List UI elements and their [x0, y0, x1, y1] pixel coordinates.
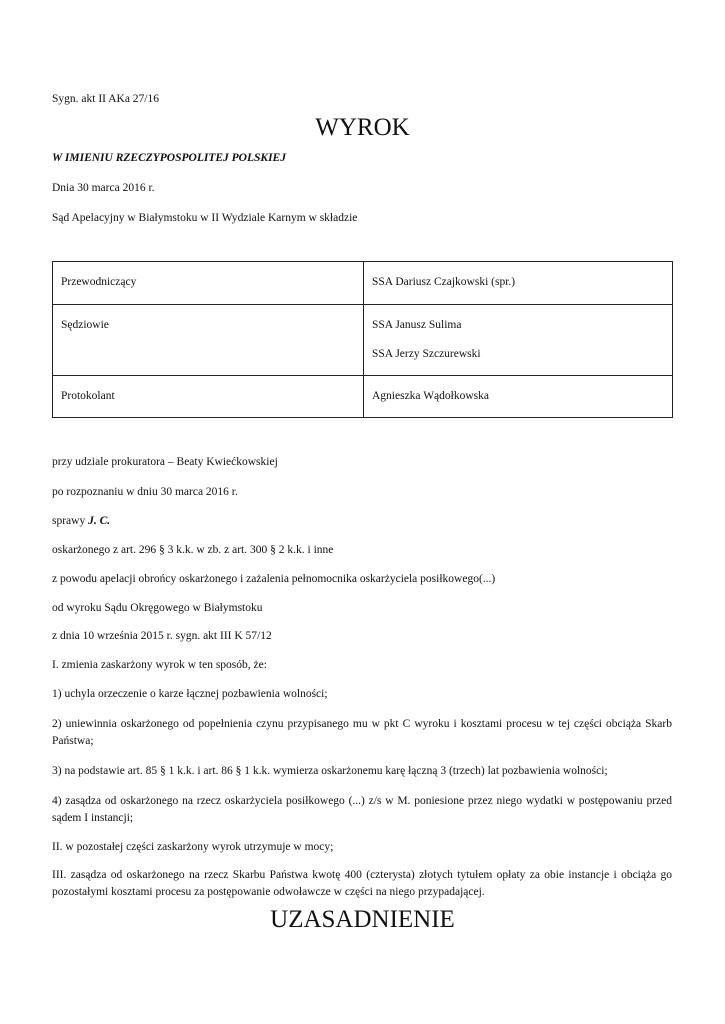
defendant-name: J. C.	[88, 515, 111, 527]
ruling-point-1-4: 4) zasądza od oskarżonego na rzecz oskarżyciela posiłkowego (...) z/s w M. poniesione przez niego wydatki w postępowaniu przed sądem I instancji;	[52, 795, 672, 824]
ruling-point-1: I. zmienia zaskarżony wyrok w ten sposób, że:	[52, 659, 267, 671]
panel-name-cell	[364, 262, 673, 305]
document-title: WYROK	[315, 114, 410, 141]
table-row	[53, 305, 673, 376]
table-row	[53, 376, 673, 418]
panel-role-label: Przewodniczący	[61, 276, 137, 288]
panel-name-cell	[364, 305, 673, 376]
prosecutor-line: przy udziale prokuratora – Beaty Kwiećkowskiej	[52, 456, 278, 468]
panel-role-cell	[53, 376, 364, 418]
panel-role-cell	[53, 305, 364, 376]
court-name: Sąd Apelacyjny w Białymstoku w II Wydziale Karnym w składzie	[52, 212, 358, 224]
judgment-date-line: z dnia 10 września 2015 r. sygn. akt III K 57/12	[52, 630, 272, 642]
in-the-name-heading: W IMIENIU RZECZYPOSPOLITEJ POLSKIEJ	[52, 152, 286, 164]
hearing-line: po rozpoznaniu w dniu 30 marca 2016 r.	[52, 486, 238, 498]
case-prefix: sprawy	[52, 515, 86, 527]
panel-role-label: Protokolant	[61, 390, 115, 402]
justification-title: UZASADNIENIE	[270, 906, 455, 933]
judgment-date: Dnia 30 marca 2016 r.	[52, 182, 155, 194]
reason-line: z powodu apelacji obrońcy oskarżonego i zażalenia pełnomocnika oskarżyciela posiłkowego(...)	[52, 573, 496, 585]
court-panel-table	[52, 261, 673, 418]
panel-name: SSA Jerzy Szczurewski	[372, 348, 481, 360]
charges-line: oskarżonego z art. 296 § 3 k.k. w zb. z art. 300 § 2 k.k. i inne	[52, 544, 334, 556]
panel-name: SSA Janusz Sulima	[372, 319, 462, 331]
panel-role-label: Sędziowie	[61, 319, 109, 331]
case-line	[52, 514, 110, 529]
panel-name-cell	[364, 376, 673, 418]
from-judgment-line: od wyroku Sądu Okręgowego w Białymstoku	[52, 602, 263, 614]
panel-name: SSA Dariusz Czajkowski (spr.)	[372, 276, 516, 288]
ruling-point-1-2: 2) uniewinnia oskarżonego od popełnienia czynu przypisanego mu w pkt C wyroku i kosztami procesu w tej części obciąża Skarb Państwa;	[52, 718, 672, 747]
panel-role-cell	[53, 262, 364, 305]
panel-name: Agnieszka Wądołkowska	[372, 390, 489, 402]
ruling-point-3: III. zasądza od oskarżonego na rzecz Skarbu Państwa kwotę 400 (czterysta) złotych tytułem opłaty za obie instancje i obciąża go pozostałymi kosztami procesu za postępowanie odwoławcze w części na niego przypadającej.	[52, 869, 672, 898]
ruling-point-1-1: 1) uchyla orzeczenie o karze łącznej pozbawienia wolności;	[52, 688, 328, 700]
table-row	[53, 262, 673, 305]
case-signature: Sygn. akt II AKa 27/16	[52, 93, 160, 105]
ruling-point-1-3: 3) na podstawie art. 85 § 1 k.k. i art. 86 § 1 k.k. wymierza oskarżonemu karę łączną 3 (trzech) lat pozbawienia wolności;	[52, 765, 608, 777]
ruling-point-2: II. w pozostałej części zaskarżony wyrok utrzymuje w mocy;	[52, 841, 334, 853]
